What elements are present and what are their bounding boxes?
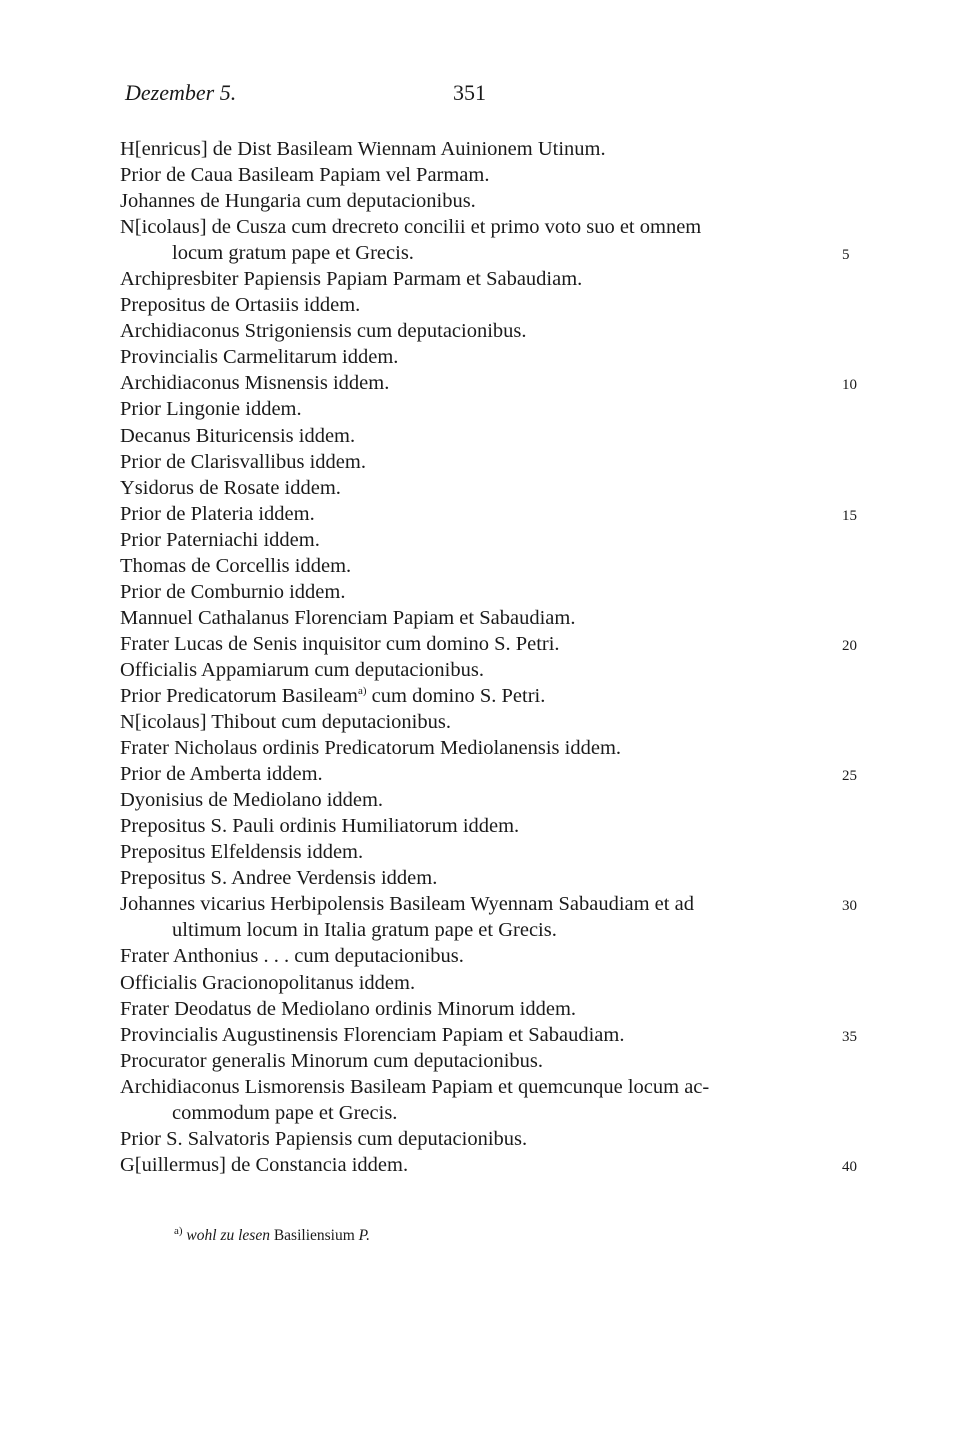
text-line (120, 943, 835, 969)
body-text (120, 136, 857, 1178)
line-text: Archipresbiter Papiensis Papiam Parmam et Sabaudiam. (120, 268, 583, 291)
text-line (120, 240, 850, 266)
line-text: Prior de Plateria iddem. (120, 502, 315, 525)
line-text: Johannes vicarius Herbipolensis Basileam Wyennam Sabaudiam et ad (120, 893, 694, 916)
text-line (120, 475, 835, 501)
line-text: Prepositus S. Pauli ordinis Humiliatorum iddem. (120, 815, 520, 838)
line-number: 30 (842, 898, 857, 915)
line-text: Dyonisius de Mediolano iddem. (120, 789, 384, 812)
line-text: Officialis Gracionopolitanus iddem. (120, 971, 416, 994)
page-number: 351 (453, 80, 486, 105)
line-text: ultimum locum in Italia gratum pape et Grecis. (172, 919, 557, 942)
line-text: Ysidorus de Rosate iddem. (120, 476, 341, 499)
line-text: Provincialis Carmelitarum iddem. (120, 346, 399, 369)
text-line (120, 292, 835, 318)
text-line (120, 1126, 835, 1152)
text-line (120, 865, 835, 891)
line-text: Frater Lucas de Senis inquisitor cum domino S. Petri. (120, 632, 560, 655)
text-line (120, 318, 835, 344)
running-head: Dezember 5. (125, 80, 237, 105)
line-text: H[enricus] de Dist Basileam Wiennam Auinionem Utinum. (120, 138, 606, 160)
text-line (120, 214, 835, 240)
text-line (120, 344, 835, 370)
line-text: Frater Anthonius . . . cum deputacionibus. (120, 945, 464, 968)
line-text: Prepositus de Ortasiis iddem. (120, 294, 361, 317)
text-line (120, 761, 857, 787)
line-text: Archidiaconus Misnensis iddem. (120, 372, 390, 395)
text-line (120, 605, 835, 631)
text-line (120, 579, 835, 605)
text-line (120, 996, 835, 1022)
line-number: 15 (842, 507, 857, 524)
line-text: Decanus Bituricensis iddem. (120, 424, 356, 447)
text-line (120, 423, 835, 449)
text-line (120, 136, 835, 162)
line-text: Frater Nicholaus ordinis Predicatorum Mediolanensis iddem. (120, 737, 622, 760)
text-line (120, 553, 835, 579)
line-text: Prior Lingonie iddem. (120, 398, 302, 421)
line-text: Prior de Clarisvallibus iddem. (120, 450, 366, 473)
text-line (120, 162, 835, 188)
line-text: Prior S. Salvatoris Papiensis cum deputacionibus. (120, 1127, 528, 1150)
text-line (120, 1100, 835, 1126)
line-text: Mannuel Cathalanus Florenciam Papiam et Sabaudiam. (120, 606, 576, 629)
text-line (120, 813, 835, 839)
line-text: Archidiaconus Strigoniensis cum deputacionibus. (120, 320, 527, 343)
footnote-italic: wohl zu lesen (186, 1227, 270, 1244)
footnote-marker: a) (174, 1224, 183, 1237)
text-line (120, 970, 835, 996)
line-text: Prior Paterniachi iddem. (120, 528, 320, 551)
line-text: G[uillermus] de Constancia iddem. (120, 1153, 409, 1176)
line-text: Prior de Amberta iddem. (120, 763, 323, 786)
line-text: N[icolaus] Thibout cum deputacionibus. (120, 711, 451, 734)
text-line (120, 839, 835, 865)
footnote-siglum: P. (358, 1227, 371, 1244)
line-text: Thomas de Corcellis iddem. (120, 554, 352, 577)
line-number: 5 (842, 247, 850, 264)
line-text: Johannes de Hungaria cum deputacionibus. (120, 190, 476, 213)
footnote (174, 1224, 371, 1245)
text-line (120, 683, 835, 709)
line-number: 20 (842, 637, 857, 654)
text-line (120, 449, 835, 475)
footnote-reference: a) (357, 685, 367, 698)
text-line (120, 396, 835, 422)
text-line (120, 501, 857, 527)
line-number: 35 (842, 1028, 857, 1045)
text-line (120, 735, 835, 761)
text-line (120, 370, 857, 396)
text-line (120, 1022, 857, 1048)
text-line (120, 266, 835, 292)
line-text: locum gratum pape et Grecis. (172, 242, 414, 265)
line-number: 25 (842, 768, 857, 785)
line-text: Provincialis Augustinensis Florenciam Papiam et Sabaudiam. (120, 1023, 625, 1046)
text-line (120, 787, 835, 813)
page-header (125, 80, 845, 114)
text-line (120, 631, 857, 657)
text-line (120, 1074, 835, 1100)
text-line (120, 657, 835, 683)
line-text: N[icolaus] de Cusza cum drecreto concilii et primo voto suo et omnem (120, 216, 702, 239)
text-line (120, 188, 835, 214)
line-text: commodum pape et Grecis. (172, 1101, 398, 1124)
line-text: Procurator generalis Minorum cum deputacionibus. (120, 1049, 543, 1072)
line-text: Prior de Caua Basileam Papiam vel Parmam. (120, 164, 490, 187)
line-number: 10 (842, 377, 857, 394)
text-line (120, 1048, 835, 1074)
text-line (120, 527, 835, 553)
line-text: Frater Deodatus de Mediolano ordinis Minorum iddem. (120, 997, 577, 1020)
footnote-text: Basiliensium (273, 1227, 355, 1244)
text-line (120, 1152, 857, 1178)
line-text: Officialis Appamiarum cum deputacionibus. (120, 658, 484, 681)
line-number: 40 (842, 1158, 857, 1175)
text-line (120, 917, 835, 943)
line-text-continued: cum domino S. Petri. (366, 684, 546, 707)
line-text: Archidiaconus Lismorensis Basileam Papiam et quemcunque locum ac- (120, 1075, 710, 1098)
text-line (120, 891, 857, 917)
line-text: Prepositus S. Andree Verdensis iddem. (120, 867, 438, 890)
line-text: Prepositus Elfeldensis iddem. (120, 841, 364, 864)
line-text: Prior Predicatorum Basileam (120, 684, 358, 707)
line-text: Prior de Comburnio iddem. (120, 580, 346, 603)
text-line (120, 709, 835, 735)
